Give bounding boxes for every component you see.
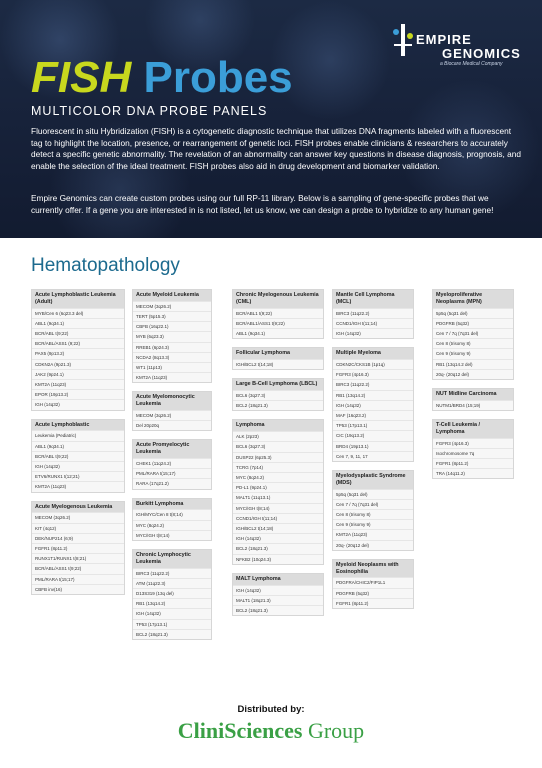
probe-item: CHEK1 (11q24.2) <box>133 458 211 468</box>
intro-paragraph-2: Empire Genomics can create custom probes using our full RP-11 library. Below is a sampling of gene-specific probes that we currently offer. If a gene you are interested in is not listed, let us know, we can design a probe to hybridize to any human gene! <box>31 193 494 215</box>
probe-item: MYC/IGH t(8;14) <box>233 503 323 513</box>
distributor-suffix: Group <box>307 718 365 743</box>
panel-title: Acute Myelomonocytic Leukemia <box>133 392 211 410</box>
probe-item: CCND1/IGH t(11;14) <box>233 513 323 523</box>
probe-panel-card <box>432 419 514 479</box>
probe-item: ATM (11q22.3) <box>133 578 211 588</box>
probe-item: IGH/MYC/Cen 8 t(8;14) <box>133 509 211 519</box>
probe-item: IGH (14q32) <box>32 399 124 409</box>
probe-item: RUNX1T1/RUNX1 t(8;21) <box>32 553 124 563</box>
panel-title: Acute Myelogenous Leukemia <box>32 502 124 513</box>
probe-item: D13S319 (13q del) <box>133 588 211 598</box>
probe-item: RB1 (13q14.2) <box>133 598 211 608</box>
probe-item: BCR/ABL1/ASS1 t(9;22) <box>233 318 323 328</box>
probe-item: Cen 9 (trisomy 9) <box>333 519 413 529</box>
probe-item: PDGFRB (5q32) <box>333 588 413 598</box>
probe-item: TCRG (7p14) <box>233 462 323 472</box>
panel-title: Chronic Myelogenous Leukemia (CML) <box>233 290 323 308</box>
probe-item: BCL6 (3q27.3) <box>233 390 323 400</box>
probe-item: Leukemia (Pediatric) <box>32 430 124 440</box>
probe-item: KMT2A (11q23) <box>32 379 124 389</box>
probe-item: IGH (14q32) <box>133 608 211 618</box>
probe-item: DEK/NUP214 (6;9) <box>32 533 124 543</box>
title-probes: Probes <box>143 53 293 102</box>
panel-title: Chronic Lymphocytic Leukemia <box>133 550 211 568</box>
probe-item: FGFR1 (8p11.2) <box>433 458 513 468</box>
probe-item: KIT (4q12) <box>32 523 124 533</box>
probe-item: CBFB (16q22.1) <box>133 321 211 331</box>
probe-item: PML/RARA t(15;17) <box>133 468 211 478</box>
probe-item: FGFR1 (8p11.2) <box>333 598 413 608</box>
panel-title: Acute Promyelocytic Leukemia <box>133 440 211 458</box>
probe-item: MAF (16q23.2) <box>333 410 413 420</box>
probe-item: NCDA2 (8q13.3) <box>133 352 211 362</box>
probe-panel-card <box>132 498 212 541</box>
probe-item: 5p5q (5q31 del) <box>433 308 513 318</box>
panel-title: Myeloproliferative Neoplasms (MPN) <box>433 290 513 308</box>
probe-item: PML/RARA t(15;17) <box>32 574 124 584</box>
distributor-name: CliniSciences <box>177 718 303 743</box>
probe-column <box>132 289 212 648</box>
probe-panel-card <box>332 347 414 462</box>
probe-item: IGH (14q32) <box>333 400 413 410</box>
panel-title: Large B-Cell Lymphoma (LBCL) <box>233 379 323 390</box>
probe-item: MECOM (3q26.2) <box>133 301 211 311</box>
company-logo <box>392 24 527 67</box>
probe-item: FGFR3 (4p16.3) <box>433 438 513 448</box>
probe-item: ALK (2p23) <box>233 431 323 441</box>
panel-title: Acute Lymphoblastic <box>32 420 124 431</box>
probe-item: PAX5 (9p13.2) <box>32 348 124 358</box>
probe-panel-card <box>132 289 212 383</box>
probe-item: BCR/ABL/ASS1 (9;22) <box>32 338 124 348</box>
probe-item: ABL1 (9q34.1) <box>32 441 124 451</box>
probe-item: KMT2A (11q23) <box>133 372 211 382</box>
probe-panel-card <box>232 347 324 370</box>
probe-item: MECOM (3q26.2) <box>133 410 211 420</box>
probe-panel-card <box>232 289 324 339</box>
probe-item: MECOM (3q26.2) <box>32 512 124 522</box>
probe-panel-card <box>232 419 324 564</box>
probe-item: MYC (8q24.2) <box>233 472 323 482</box>
probe-item: BCL2 (18q21.3) <box>133 629 211 639</box>
probe-item: MYB (6q23.3) <box>133 331 211 341</box>
probe-panel-card <box>132 439 212 489</box>
probe-panel-card <box>232 378 324 411</box>
probe-panel-card <box>232 573 324 616</box>
distributor-logo <box>0 718 542 744</box>
probe-item: CIC (19q13.2) <box>333 430 413 440</box>
probe-column <box>31 289 125 603</box>
probe-item: IGH (14q32) <box>233 533 323 543</box>
probe-panel-card <box>432 289 514 380</box>
probe-column <box>332 289 414 617</box>
probe-item: EPOR (19p13.2) <box>32 389 124 399</box>
probe-item: TRA (14q11.2) <box>433 468 513 478</box>
probe-item: PDGFRA/CHIC2/FIP1L1 <box>333 577 413 587</box>
probe-item: ETV6/RUNX1 t(12;21) <box>32 471 124 481</box>
probe-item: NFKB2 (10q24.3) <box>233 554 323 564</box>
probe-item: ABL1 (9q34.1) <box>233 328 323 338</box>
probe-panel-card <box>332 289 414 339</box>
probe-item: WT1 (11p13) <box>133 362 211 372</box>
probe-item: BIRC3 (11q22.2) <box>333 308 413 318</box>
probe-panel-card <box>332 559 414 609</box>
probe-item: Cen 7 / 7q (7q31 del) <box>433 328 513 338</box>
probe-item: KMT2A (11q23) <box>333 529 413 539</box>
logo-word-empire: EMPIRE <box>416 32 472 47</box>
probe-item: TERT (5p15.3) <box>133 311 211 321</box>
probe-item: CDKN2A (9p21.3) <box>32 359 124 369</box>
probe-column <box>232 289 324 624</box>
probe-item: KMT2A (11q23) <box>32 481 124 491</box>
probe-item: BCR/ABL t(9;22) <box>32 451 124 461</box>
probe-panel-card <box>31 419 125 493</box>
intro-paragraph-1: Fluorescent in situ Hybridization (FISH) is a cytogenetic diagnostic technique that utilizes DNA fragments labeled with a fluorescent tag to highlight the location, presence, or rearrangement of genetic loci. FISH probes enable clinicians & researchers to accurately detect a specific genetic abnormality. The revelation of an abnormality can answer key questions in disease diagnosis, prognosis, and enable the selection of the ideal treatment. FISH probes also aid in drug development and biomarker validation. <box>31 126 521 171</box>
panel-title: Burkitt Lymphoma <box>133 499 211 510</box>
panel-title: T-Cell Leukemia / Lymphoma <box>433 420 513 438</box>
probe-item: NUTM1/BRD4 (15;19) <box>433 400 513 410</box>
probe-item: Cen 7 / 7q (7q31 del) <box>333 499 413 509</box>
probe-item: CDKN2C/CKS1B (1p1q) <box>333 359 413 369</box>
probe-item: ABL1 (9q34.1) <box>32 318 124 328</box>
probe-item: JAK2 (9p24.1) <box>32 369 124 379</box>
probe-panel-card <box>31 501 125 595</box>
probe-item: TP53 (17p13.1) <box>333 420 413 430</box>
logo-word-genomics: GENOMICS <box>442 46 521 61</box>
probe-item: BCL2 (18q21.3) <box>233 400 323 410</box>
probe-item: BCR/ABL1 t(9;22) <box>233 308 323 318</box>
probe-item: MALT1 (11q13.1) <box>233 492 323 502</box>
probe-item: FGFR1 (8p11.2) <box>32 543 124 553</box>
probe-panel-card <box>31 289 125 411</box>
probe-item: BCL2 (18q21.3) <box>233 605 323 615</box>
probe-item: BCL2 (18q21.3) <box>233 543 323 553</box>
probe-panel-card <box>132 391 212 431</box>
panel-title: Myeloid Neoplasms with Eosinophilia <box>333 560 413 578</box>
probe-item: IGH (14q32) <box>333 328 413 338</box>
probe-item: 5p5q (5q31 del) <box>333 489 413 499</box>
probe-item: 20q- (20q12 del) <box>333 540 413 550</box>
probe-item: Cen 9 (trisomy 9) <box>433 348 513 358</box>
probe-item: BCL6 (3q27.3) <box>233 441 323 451</box>
probe-item: IGH/BCL2 t(14;18) <box>233 523 323 533</box>
probe-item: Isochromosome 7q <box>433 448 513 458</box>
panel-title: NUT Midline Carcinoma <box>433 389 513 400</box>
probe-item: RARA (17q21.2) <box>133 478 211 488</box>
probe-item: BRD4 (19p13.1) <box>333 441 413 451</box>
probe-panel-card <box>432 388 514 411</box>
probe-item: MYC (8q24.2) <box>133 520 211 530</box>
panel-title: Follicular Lymphoma <box>233 348 323 359</box>
panel-title: MALT Lymphoma <box>233 574 323 585</box>
probe-item: FGFR3 (4p16.3) <box>333 369 413 379</box>
panel-title: Myelodysplastic Syndrome (MDS) <box>333 471 413 489</box>
probe-item: Cen 8 (trisomy 8) <box>433 338 513 348</box>
probe-item: BIRC3 (11q22.2) <box>333 379 413 389</box>
probe-item: BCR/ABL t(9;22) <box>32 328 124 338</box>
panel-title: Acute Lymphoblastic Leukemia (Adult) <box>32 290 124 308</box>
panel-title: Lymphoma <box>233 420 323 431</box>
probe-item: CBFB inv(16) <box>32 584 124 594</box>
probe-item: IGH/BCL2 t(14;18) <box>233 359 323 369</box>
probe-item: PD-L1 (9p24.1) <box>233 482 323 492</box>
probe-item: 20q- (20q12 del) <box>433 369 513 379</box>
probe-panel-card <box>132 549 212 640</box>
panel-title: Acute Myeloid Leukemia <box>133 290 211 301</box>
distributed-by-label: Distributed by: <box>237 704 305 715</box>
probe-item: Cen 7, 9, 11, 17 <box>333 451 413 461</box>
title-fish: FISH <box>31 53 132 102</box>
probe-item: MALT1 (18q21.3) <box>233 595 323 605</box>
header-banner <box>0 0 542 238</box>
probe-item: RB1 (13q14.2) <box>333 390 413 400</box>
probe-column <box>432 289 514 487</box>
probe-item: TP53 (17p13.1) <box>133 619 211 629</box>
logo-tagline: a Biocare Medical Company <box>440 61 503 67</box>
page-subtitle: MULTICOLOR DNA PROBE PANELS <box>31 104 268 118</box>
probe-item: IGH (14q32) <box>233 585 323 595</box>
probe-item: RB1 (13q14.2 del) <box>433 359 513 369</box>
probe-item: RREB1 (6p24.3) <box>133 342 211 352</box>
probe-item: BCR/ABL/ASS1 t(9;22) <box>32 563 124 573</box>
probe-item: DUSP22 (6p25.3) <box>233 452 323 462</box>
probe-item: BIRC3 (11q22.2) <box>133 568 211 578</box>
probe-item: MYB/Cen 6 (6q23.3 del) <box>32 308 124 318</box>
page-title <box>31 53 293 103</box>
probe-item: CCND1/IGH t(11;14) <box>333 318 413 328</box>
probe-item: IGH (14q32) <box>32 461 124 471</box>
probe-item: Cen 8 (trisomy 8) <box>333 509 413 519</box>
panel-title: Mantle Cell Lymphoma (MCL) <box>333 290 413 308</box>
probe-item: PDGFRB (5q32) <box>433 318 513 328</box>
probe-item: MYC/IGH t(8;14) <box>133 530 211 540</box>
probe-panel-card <box>332 470 414 551</box>
probe-item: Del 20p20q <box>133 420 211 430</box>
section-heading: Hematopathology <box>31 255 180 276</box>
logo-mark-icon <box>392 24 414 56</box>
panel-title: Multiple Myeloma <box>333 348 413 359</box>
